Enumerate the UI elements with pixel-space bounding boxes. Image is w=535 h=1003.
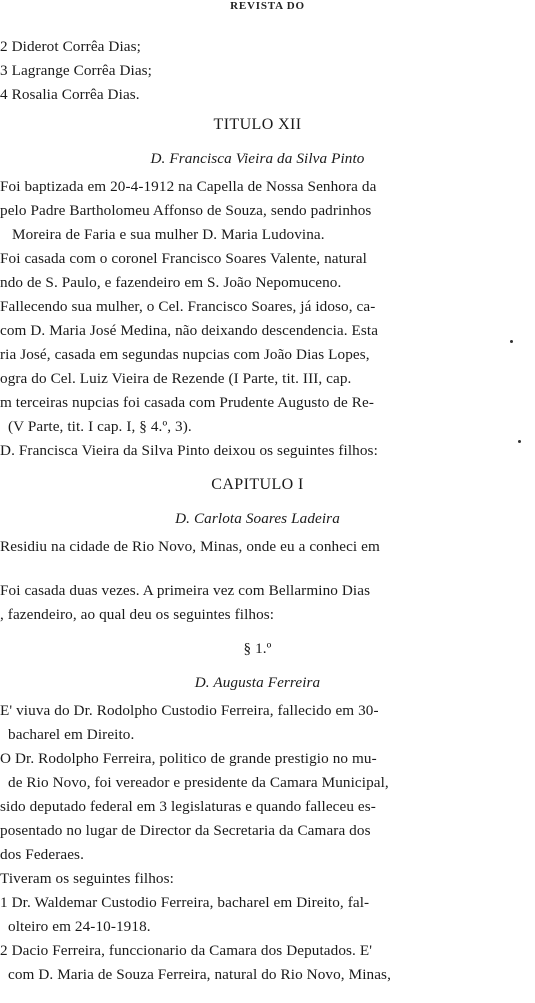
print-speck	[518, 440, 521, 443]
paragraph-line: , fazendeiro, ao qual deu os seguintes filhos:	[0, 606, 275, 623]
paragraph-line: E' viuva do Dr. Rodolpho Custodio Ferreira, fallecido em 30-	[0, 702, 379, 719]
paragraph-line: sido deputado federal em 3 legislaturas e quando falleceu es-	[0, 798, 376, 815]
person-heading: D. Carlota Soares Ladeira	[175, 510, 340, 527]
list-item: 3 Lagrange Corrêa Dias;	[0, 62, 153, 79]
paragraph-line: pelo Padre Bartholomeu Affonso de Souza, sendo padrinhos	[0, 202, 372, 219]
running-header: REVISTA DO	[230, 0, 305, 12]
paragraph-line: Residiu na cidade de Rio Novo, Minas, onde eu a conheci em	[0, 538, 380, 555]
paragraph-line: bacharel em Direito.	[8, 726, 135, 743]
person-heading: D. Francisca Vieira da Silva Pinto	[150, 150, 365, 167]
paragraph-line: Tiveram os seguintes filhos:	[0, 870, 174, 887]
paragraph-line: ogra do Cel. Luiz Vieira de Rezende (I Parte, tit. III, cap.	[0, 370, 352, 387]
list-item: 4 Rosalia Corrêa Dias.	[0, 86, 140, 103]
section-number: § 1.º	[243, 640, 272, 657]
paragraph-line: de Rio Novo, foi vereador e presidente da Camara Municipal,	[8, 774, 389, 791]
paragraph-line: Fallecendo sua mulher, o Cel. Francisco Soares, já idoso, ca-	[0, 298, 376, 315]
paragraph-line: Foi baptizada em 20-4-1912 na Capella de Nossa Senhora da	[0, 178, 377, 195]
paragraph-line: posentado no lugar de Director da Secretaria da Camara dos	[0, 822, 371, 839]
paragraph-line: com D. Maria de Souza Ferreira, natural do Rio Novo, Minas,	[8, 966, 391, 983]
paragraph-line: com D. Maria José Medina, não deixando descendencia. Esta	[0, 322, 379, 339]
print-speck	[510, 340, 513, 343]
list-item: 1 Dr. Waldemar Custodio Ferreira, bacharel em Direito, fal-	[0, 894, 370, 911]
paragraph-line: olteiro em 24-10-1918.	[8, 918, 151, 935]
list-item: 2 Dacio Ferreira, funccionario da Camara dos Deputados. E'	[0, 942, 373, 959]
paragraph-line: m terceiras nupcias foi casada com Prudente Augusto de Re-	[0, 394, 374, 411]
paragraph-line: Foi casada duas vezes. A primeira vez com Bellarmino Dias	[0, 582, 371, 599]
person-heading: D. Augusta Ferreira	[194, 674, 321, 691]
paragraph-line: dos Federaes.	[0, 846, 84, 863]
chapter-title: CAPITULO I	[211, 476, 304, 493]
paragraph-line: D. Francisca Vieira da Silva Pinto deixou os seguintes filhos:	[0, 442, 378, 459]
list-item: 2 Diderot Corrêa Dias;	[0, 38, 141, 55]
section-title: TITULO XII	[213, 116, 302, 133]
paragraph-line: Foi casada com o coronel Francisco Soares Valente, natural	[0, 250, 367, 267]
paragraph-line: (V Parte, tit. I cap. I, § 4.º, 3).	[8, 418, 192, 435]
paragraph-line: O Dr. Rodolpho Ferreira, politico de grande prestigio no mu-	[0, 750, 377, 767]
paragraph-line: ria José, casada em segundas nupcias com João Dias Lopes,	[0, 346, 370, 363]
paragraph-line: ndo de S. Paulo, e fazendeiro em S. João Nepomuceno.	[0, 274, 342, 291]
paragraph-line: Moreira de Faria e sua mulher D. Maria Ludovina.	[12, 226, 325, 243]
